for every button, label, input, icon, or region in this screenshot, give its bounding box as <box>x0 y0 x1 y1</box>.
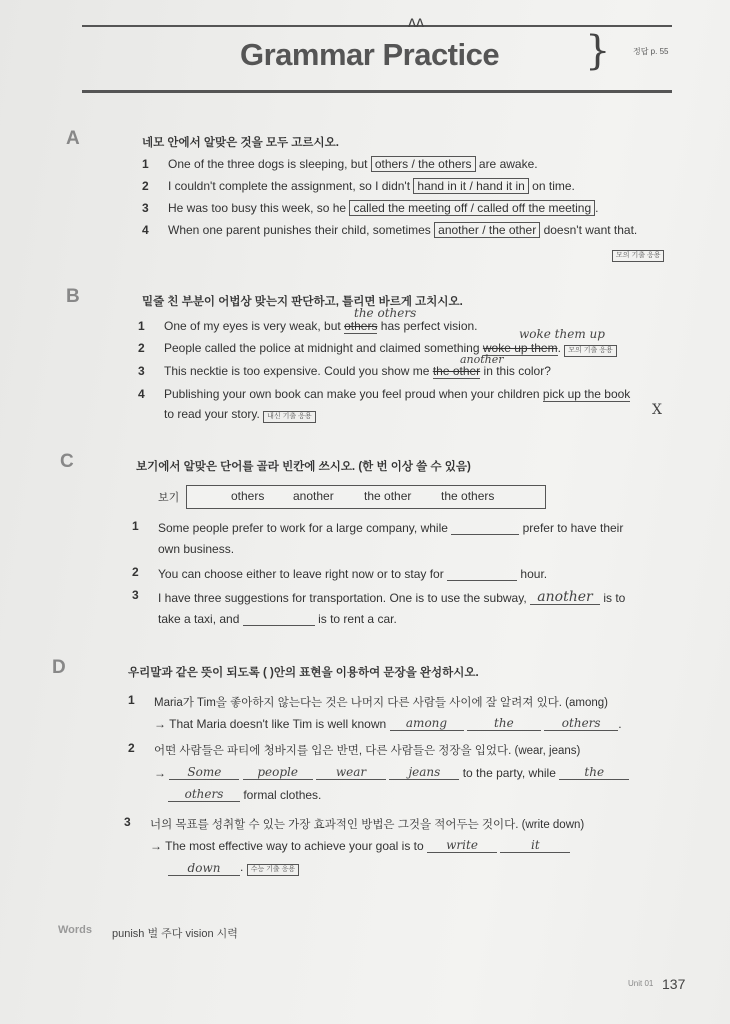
d2-korean: 어떤 사람들은 파티에 청바지를 입은 반면, 다른 사람들은 정장을 입었다. (wear, jeans) <box>154 745 581 757</box>
c2-number: 2 <box>132 565 139 579</box>
a3-pre: He was too busy this week, so he <box>168 201 347 215</box>
page-number: 137 <box>662 976 686 992</box>
section-a-instruction: 네모 안에서 알맞은 것을 모두 고르시오. <box>142 137 339 149</box>
unit-label: Unit 01 <box>628 979 654 988</box>
b2-tag: 모의 기출 응용 <box>564 345 616 357</box>
d2-blank-1[interactable]: Some <box>169 765 239 780</box>
a-tag-text: 모의 기출 응용 <box>612 250 664 262</box>
b2-handwriting: woke them up <box>519 327 605 341</box>
b2-pre: People called the police at midnight and claimed something <box>164 341 480 355</box>
a2-post: on time. <box>532 179 575 193</box>
word-option: the others <box>441 489 495 503</box>
d3-period: . <box>240 860 244 874</box>
d2-blank-2[interactable]: people <box>243 765 313 780</box>
d2-end: formal clothes. <box>243 788 322 802</box>
a4-sentence <box>168 223 637 237</box>
b3-number: 3 <box>138 364 145 378</box>
b3-handwriting: another <box>460 353 504 366</box>
b3-sentence <box>164 364 551 378</box>
c3-blank-1[interactable]: another <box>530 590 600 605</box>
section-d-instruction: 우리말과 같은 뜻이 되도록 ( )안의 표현을 이용하여 문장을 완성하시오. <box>128 667 479 679</box>
d1-blank-2[interactable]: the <box>467 716 541 731</box>
d2-mid: to the party, while <box>462 766 556 780</box>
d1-blank-1[interactable]: among <box>390 716 464 731</box>
d2-arrow: → <box>154 766 166 780</box>
c3-line2-a: take a taxi, and <box>158 612 240 626</box>
d2-blank-4[interactable]: jeans <box>389 765 459 780</box>
section-d-letter: D <box>52 657 66 678</box>
page-title: Grammar Practice <box>240 37 500 72</box>
d1-english <box>154 716 622 731</box>
c1-sentence <box>158 521 623 535</box>
c3-line2-b: is to rent a car. <box>318 612 397 626</box>
d1-number: 1 <box>128 693 135 707</box>
b1-number: 1 <box>138 319 145 333</box>
a2-choice-box: hand in it / hand it in <box>413 178 528 194</box>
word-box-label: 보기 <box>158 492 180 504</box>
c1-line2: own business. <box>158 542 235 556</box>
c3-part-b: is to <box>603 591 626 605</box>
c2-part-a: You can choose either to leave right now or to stay for <box>158 567 444 581</box>
word-option: the other <box>364 489 412 503</box>
a1-choice-box: others / the others <box>371 156 476 172</box>
header-rule-bottom <box>82 90 672 93</box>
a1-post: are awake. <box>478 157 538 171</box>
b1-underlined: others <box>344 319 378 333</box>
a2-sentence <box>168 179 575 193</box>
d2-line2 <box>168 787 321 802</box>
a1-pre: One of the three dogs is sleeping, but <box>168 157 368 171</box>
c1-part-b: prefer to have their <box>522 521 624 535</box>
a2-number: 2 <box>142 179 149 193</box>
b4-line2 <box>164 407 316 423</box>
b2-underlined: woke up them <box>482 341 558 355</box>
a2-pre: I couldn't complete the assignment, so I didn't <box>168 179 411 193</box>
a1-number: 1 <box>142 157 149 171</box>
b2-sentence <box>164 341 617 357</box>
b4-sentence <box>164 387 630 401</box>
d3-tag: 수능 기출 응용 <box>247 864 299 876</box>
d3-blank-3[interactable]: down <box>168 861 240 876</box>
c2-blank[interactable] <box>447 580 517 581</box>
a4-post: doesn't want that. <box>543 223 638 237</box>
b3-underlined: the other <box>432 364 481 378</box>
c2-sentence <box>158 567 547 581</box>
d1-blank-3[interactable]: others <box>544 716 618 731</box>
d3-english <box>150 838 570 853</box>
b3-post: in this color? <box>483 364 551 378</box>
c1-number: 1 <box>132 519 139 533</box>
b4-handwriting-x: X <box>652 402 662 418</box>
b2-number: 2 <box>138 341 145 355</box>
b4-tag: 내신 기출 응용 <box>263 411 315 423</box>
d2-blank-3[interactable]: wear <box>316 765 386 780</box>
d2-blank-6[interactable]: others <box>168 787 240 802</box>
d3-blank-2[interactable]: it <box>500 838 570 853</box>
d3-line2 <box>168 860 299 876</box>
answer-reference: 정답 p. 55 <box>633 47 669 56</box>
c3-line2 <box>158 612 397 626</box>
d2-blank-5[interactable]: the <box>559 765 629 780</box>
c3-blank-2[interactable] <box>243 625 315 626</box>
d1-korean: Maria가 Tim을 좋아하지 않는다는 것은 나머지 다른 사람들 사이에 잘 알려져 있다. (among) <box>154 697 609 709</box>
words-label: Words <box>58 924 93 936</box>
word-option: another <box>293 489 334 503</box>
b1-handwriting: the others <box>354 306 417 320</box>
c1-blank[interactable] <box>451 534 519 535</box>
a3-post: . <box>595 201 599 215</box>
c1-part-a: Some people prefer to work for a large company, while <box>158 521 448 535</box>
a3-sentence <box>168 201 599 215</box>
d3-blank-1[interactable]: write <box>427 838 497 853</box>
a1-sentence <box>168 157 538 171</box>
d2-number: 2 <box>128 741 135 755</box>
b4-number: 4 <box>138 387 145 401</box>
b4-line2-text: to read your story. <box>164 407 260 421</box>
word-option: others <box>231 489 265 503</box>
a4-pre: When one parent punishes their child, sometimes <box>168 223 431 237</box>
section-c-instruction: 보기에서 알맞은 단어를 골라 빈칸에 쓰시오. (한 번 이상 쓸 수 있음) <box>136 461 471 473</box>
d1-period: . <box>618 717 622 731</box>
header-rule-top <box>82 25 672 27</box>
c3-number: 3 <box>132 588 139 602</box>
brace-icon: } <box>585 28 611 74</box>
section-a-letter: A <box>66 128 80 149</box>
d1-english-pre: → That Maria doesn't like Tim is well known <box>154 717 387 731</box>
d2-english <box>154 765 629 780</box>
b2-post: . <box>557 341 561 355</box>
a4-number: 4 <box>142 223 149 237</box>
d3-english-pre: → The most effective way to achieve your goal is to <box>150 839 424 853</box>
words-vocab: punish 벌 주다 vision 시력 <box>112 928 238 940</box>
b1-pre: One of my eyes is very weak, but <box>164 319 341 333</box>
section-b-instruction: 밑줄 친 부분이 어법상 맞는지 판단하고, 틀리면 바르게 고치시오. <box>142 296 463 308</box>
a3-number: 3 <box>142 201 149 215</box>
word-box <box>186 485 546 509</box>
b1-post: has perfect vision. <box>380 319 478 333</box>
c3-sentence <box>158 590 625 605</box>
a3-choice-box: called the meeting off / called off the meeting <box>349 200 595 216</box>
zigzag-mark: ᴧᴧ <box>408 14 424 31</box>
d3-number: 3 <box>124 815 131 829</box>
c3-part-a: I have three suggestions for transportation. One is to use the subway, <box>158 591 527 605</box>
b4-pre: Publishing your own book can make you feel proud when your children <box>164 387 540 401</box>
b1-sentence <box>164 319 478 333</box>
b4-underlined: pick up the book <box>542 387 631 401</box>
a4-choice-box: another / the other <box>434 222 540 238</box>
d3-korean: 너의 목표를 성취할 수 있는 가장 효과적인 방법은 그것을 적어두는 것이다. (write down) <box>150 819 585 831</box>
section-c-letter: C <box>60 451 74 472</box>
section-b-letter: B <box>66 286 80 307</box>
a-source-tag <box>612 244 664 262</box>
b3-pre: This necktie is too expensive. Could you show me <box>164 364 430 378</box>
c2-part-b: hour. <box>520 567 548 581</box>
